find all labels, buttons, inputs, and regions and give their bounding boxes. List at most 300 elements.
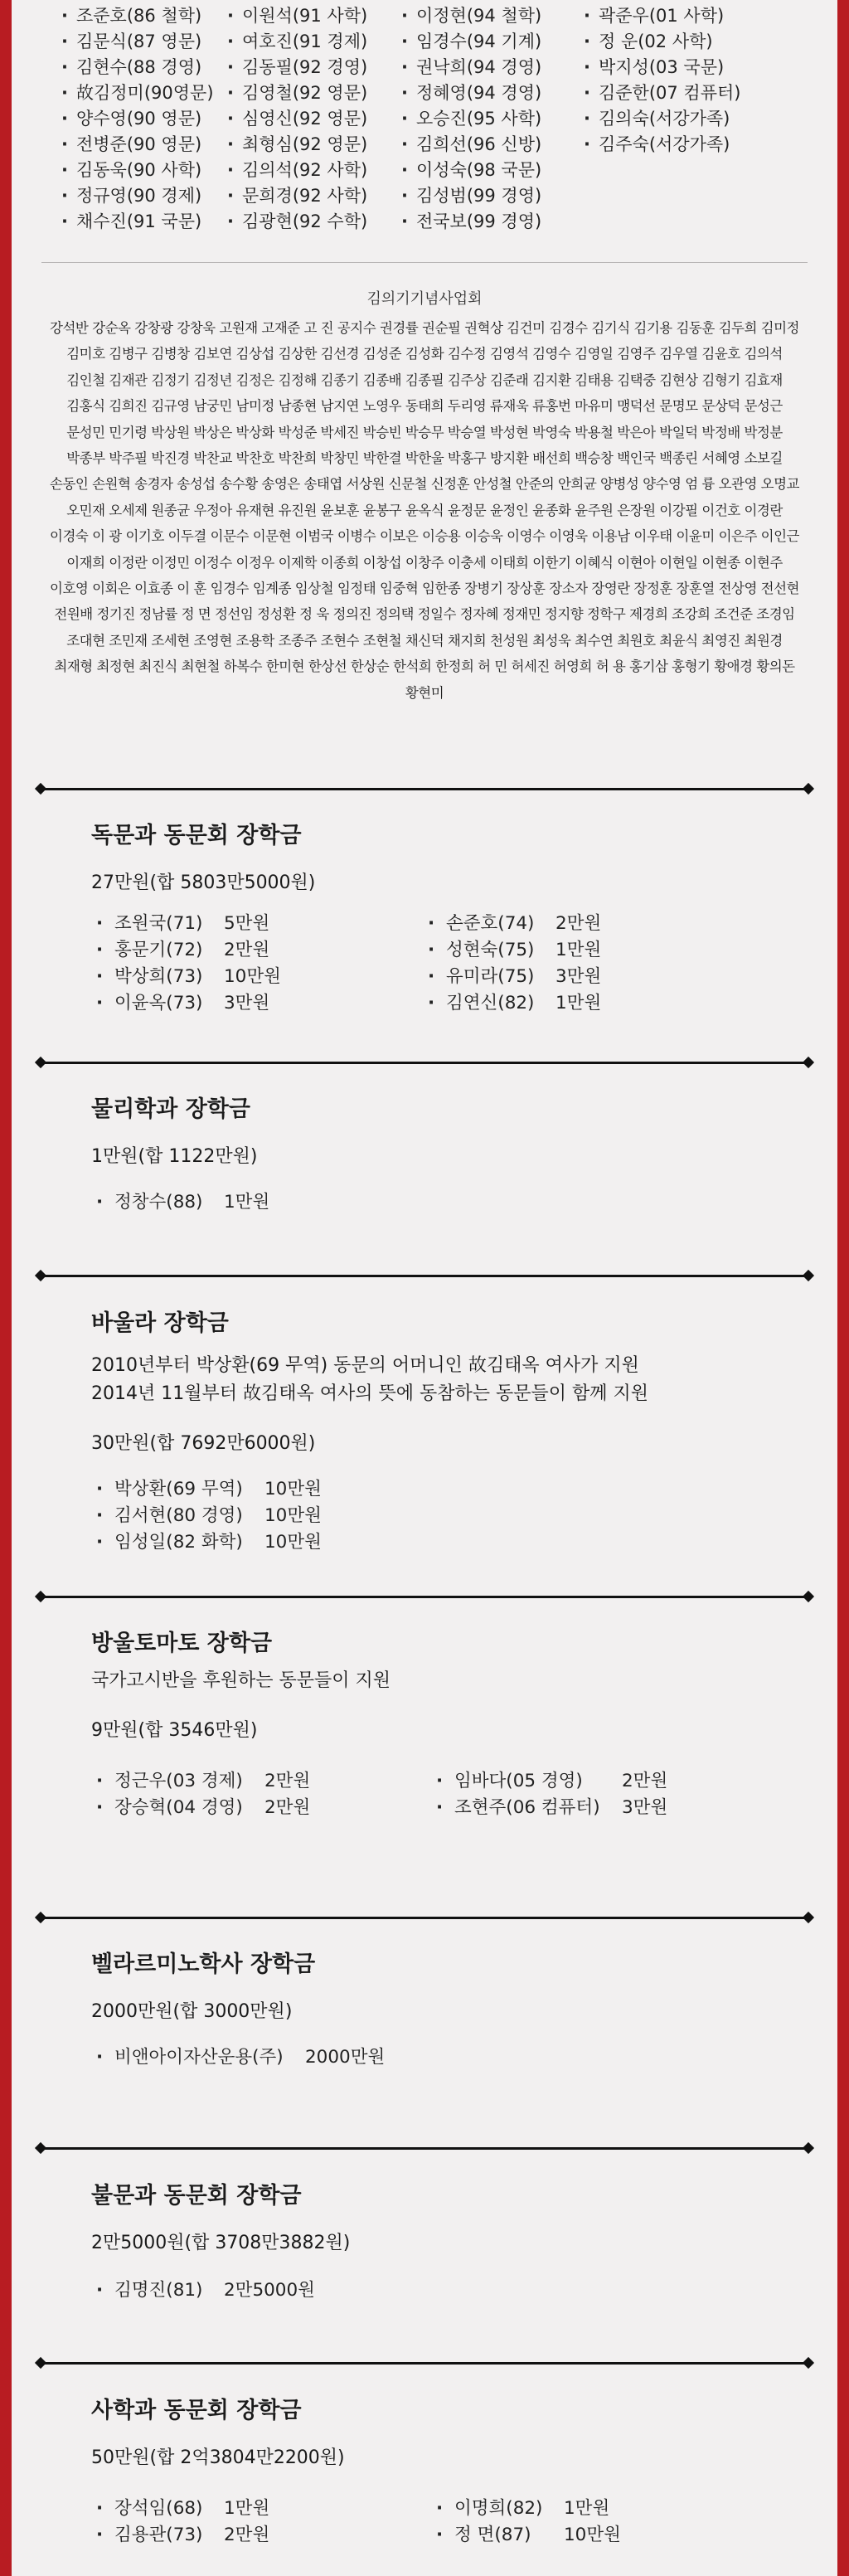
- donation-amount: 1만원: [564, 2498, 610, 2519]
- section-title: 사학과 동문회 장학금: [91, 2398, 302, 2423]
- section-title: 벨라르미노학사 장학금: [91, 1951, 316, 1977]
- member-name: 최성욱: [532, 632, 571, 649]
- section-total: 2000만원(합 3000만원): [91, 2001, 293, 2022]
- member-name: 이범국: [294, 528, 334, 545]
- donor-name: · 故김정미(90영문): [61, 80, 227, 106]
- member-name: 정의택: [375, 606, 414, 623]
- donor-list: [91, 2044, 804, 2071]
- member-name: 임한종: [422, 581, 461, 597]
- donation-amount: 2만5000원: [224, 2280, 315, 2301]
- description-line: 2010년부터 박상환(69 무역) 동문의 어머니인 故김태옥 여사가 지원: [91, 1355, 639, 1376]
- member-name: 허세진: [511, 659, 550, 675]
- donor-name: · 김연신(82): [446, 993, 535, 1013]
- section-divider: [36, 2143, 813, 2153]
- member-name: 김경수: [549, 320, 588, 336]
- donor-name: · 박상환(69 무역): [114, 1479, 243, 1499]
- member-name: 장소자: [549, 581, 588, 597]
- member-name: 장영란: [591, 581, 630, 597]
- member-name: 안희균: [557, 476, 597, 493]
- member-name: 김수정: [447, 346, 487, 362]
- member-name: 강창욱: [177, 320, 216, 336]
- member-name: 장훈열: [676, 581, 715, 597]
- member-name: 이현일: [659, 554, 698, 571]
- donation-amount: 10만원: [564, 2525, 621, 2545]
- member-name: 박일덕: [659, 424, 698, 440]
- donor-entry: [431, 2496, 779, 2522]
- member-name: 김태용: [575, 372, 614, 388]
- member-name: 권혁상: [464, 320, 503, 336]
- member-name: 이태희: [489, 554, 529, 571]
- member-name: 김지환: [532, 372, 571, 388]
- member-name: 김성화: [405, 346, 444, 362]
- member-name: 정학구: [586, 606, 626, 623]
- section-description: [91, 1352, 804, 1408]
- donor-name: · 임바다(05 경영): [454, 1771, 583, 1791]
- section-title: 바울라 장학금: [91, 1310, 229, 1336]
- member-name: 이현아: [617, 554, 656, 571]
- member-name: 장상훈: [507, 581, 546, 597]
- donation-amount: 1만원: [224, 2498, 270, 2519]
- donor-name: · 김동필(92 경영): [227, 55, 401, 80]
- member-name: 안준의: [515, 476, 555, 493]
- member-name: 정자혜: [459, 606, 499, 623]
- member-name: 정재민: [502, 606, 541, 623]
- member-name: 김윤호: [701, 346, 740, 362]
- member-name: 김미호: [66, 346, 105, 362]
- donation-amount: 2만원: [224, 2525, 270, 2545]
- section-bellarmino: [91, 1948, 804, 2071]
- member-name: 조종주: [278, 632, 317, 649]
- section-dokmun: [91, 819, 804, 1017]
- donor-entry: [431, 1768, 779, 1795]
- member-name: 민기령: [109, 424, 148, 440]
- donor-entry: [431, 2522, 779, 2549]
- member-name: 조세현: [151, 632, 190, 649]
- member-name: 김병구: [109, 346, 148, 362]
- member-name: 이효종: [134, 581, 173, 597]
- donor-entry: [91, 2277, 771, 2304]
- member-name: 박찬교: [193, 450, 232, 467]
- member-name: 최재형: [54, 659, 93, 675]
- member-name: 남지연: [320, 398, 359, 415]
- member-name: 정지향: [544, 606, 584, 623]
- member-name: 이문수: [210, 528, 249, 545]
- member-name: 조대현: [66, 632, 105, 649]
- member-name: 고 진: [303, 320, 334, 336]
- section-divider: [36, 1271, 813, 1281]
- member-name: 오명교: [760, 476, 799, 493]
- member-name: 남미정: [235, 398, 274, 415]
- member-name: 박찬희: [278, 450, 317, 467]
- member-name: 이인근: [760, 528, 799, 545]
- section-paula: [91, 1307, 804, 1556]
- divider-line: [41, 262, 808, 263]
- donor-name: · 김주숙(서강가족): [584, 132, 766, 158]
- member-name: 임중혁: [379, 581, 419, 597]
- member-name: 이호영: [50, 581, 89, 597]
- member-name: 김미정: [760, 320, 799, 336]
- member-name: 김동훈: [676, 320, 715, 336]
- member-name: 윤정인: [489, 502, 529, 518]
- member-name: 김영수: [532, 346, 571, 362]
- member-name: 강석반: [50, 320, 89, 336]
- donation-amount: 2만원: [555, 913, 602, 934]
- member-name: 오민재: [66, 502, 105, 518]
- member-name: 손원혁: [92, 476, 131, 493]
- section-total: 9만원(합 3546만원): [91, 1720, 258, 1741]
- member-name: 김건미: [507, 320, 546, 336]
- member-name: 이강필: [659, 502, 698, 518]
- donation-amount: 1만원: [555, 940, 602, 960]
- member-name: 손동인: [50, 476, 89, 493]
- donor-name: · 비앤아이자산운용(주): [114, 2047, 284, 2068]
- section-divider: [36, 1057, 813, 1067]
- donor-name: · 박지성(03 국문): [584, 55, 766, 80]
- member-name: 이재희: [66, 554, 105, 571]
- member-name: 김정기: [151, 372, 190, 388]
- member-name: 임상철: [294, 581, 334, 597]
- member-name: 이정란: [109, 554, 148, 571]
- member-name: 조경임: [756, 606, 795, 623]
- donor-entry: [91, 964, 423, 990]
- member-name: 송태엽: [303, 476, 342, 493]
- section-bulmun: [91, 2180, 804, 2304]
- donor-entry: [91, 1503, 771, 1529]
- member-name: 박창민: [320, 450, 359, 467]
- member-name: 정 욱: [299, 606, 329, 623]
- member-name: 문성민: [66, 424, 105, 440]
- member-name: 임경수: [210, 581, 249, 597]
- section-divider: [36, 2358, 813, 2368]
- donation-amount: 2만원: [622, 1771, 668, 1791]
- donor-name: · 여호진(91 경제): [227, 29, 401, 55]
- member-name: 배선희: [532, 450, 571, 467]
- member-name: 김영석: [489, 346, 529, 362]
- donor-entry: [423, 937, 771, 964]
- donor-list: [91, 1189, 804, 1216]
- donor-name: · 성현숙(75): [446, 940, 535, 960]
- donor-name: · 김성범(99 경영): [401, 183, 584, 209]
- member-name: 방지환: [489, 450, 529, 467]
- member-name: 백인국: [617, 450, 656, 467]
- member-name: 이혜식: [575, 554, 614, 571]
- member-name: 박성현: [489, 424, 529, 440]
- section-total: 30만원(합 7692만6000원): [91, 1433, 316, 1454]
- member-name: 김재관: [109, 372, 148, 388]
- member-name: 이영욱: [549, 528, 588, 545]
- member-name: 이영수: [507, 528, 546, 545]
- member-name: 박성준: [278, 424, 317, 440]
- member-name: 박상은: [193, 424, 232, 440]
- donor-list: [91, 1768, 804, 1821]
- member-name: 이정수: [193, 554, 232, 571]
- member-name: 마유미: [575, 398, 614, 415]
- member-name: 한정희: [435, 659, 474, 675]
- member-name: 김정해: [278, 372, 317, 388]
- kiki-member-names: [50, 315, 799, 706]
- member-name: 권순필: [422, 320, 461, 336]
- donation-amount: 2만원: [264, 1797, 311, 1818]
- donor-name: · 김희선(96 신방): [401, 132, 584, 158]
- member-name: 정선임: [214, 606, 254, 623]
- member-name: 오세제: [109, 502, 148, 518]
- member-name: 박주필: [109, 450, 148, 467]
- member-name: 이정민: [151, 554, 190, 571]
- section-physics: [91, 1093, 804, 1216]
- member-name: 박정분: [744, 424, 783, 440]
- donor-name: · 전국보(99 경영): [401, 209, 584, 235]
- member-name: 윤종화: [532, 502, 571, 518]
- donor-name: · 문희경(92 사학): [227, 183, 401, 209]
- donor-name: · 조원국(71): [114, 913, 203, 934]
- member-name: 채신덕: [405, 632, 444, 649]
- member-name: 이은주: [718, 528, 757, 545]
- member-name: 백종린: [659, 450, 698, 467]
- member-name: 정 면: [181, 606, 211, 623]
- member-name: 김현상: [659, 372, 698, 388]
- donor-name: · 임경수(94 기계): [401, 29, 584, 55]
- donor-list: [91, 1476, 804, 1556]
- donor-entry: [91, 1768, 431, 1795]
- donor-name: · 정규영(90 경제): [61, 183, 227, 209]
- member-name: 이경숙: [50, 528, 89, 545]
- member-name: 한상순: [350, 659, 390, 675]
- member-name: 이문현: [252, 528, 292, 545]
- member-name: 송영은: [261, 476, 300, 493]
- donation-amount: 10만원: [264, 1532, 322, 1553]
- donor-name: · 조현주(06 컴퓨터): [454, 1797, 600, 1818]
- member-name: 이 광: [92, 528, 122, 545]
- member-name: 박승무: [405, 424, 444, 440]
- member-name: 조현수: [320, 632, 359, 649]
- member-name: 원종균: [151, 502, 190, 518]
- member-name: 안성철: [473, 476, 512, 493]
- member-name: 김기식: [591, 320, 630, 336]
- section-description: 국가고시반을 후원하는 동문들이 지원: [91, 1670, 391, 1691]
- member-name: 윤정문: [447, 502, 487, 518]
- section-total: 2만5000원(합 3708만3882원): [91, 2233, 351, 2253]
- section-title: 방울토마토 장학금: [91, 1631, 273, 1656]
- member-name: 윤옥식: [405, 502, 444, 518]
- member-name: 박영숙: [532, 424, 571, 440]
- member-name: 김희진: [109, 398, 148, 415]
- member-name: 한석희: [393, 659, 432, 675]
- member-name: 최원호: [617, 632, 656, 649]
- member-name: 김기용: [633, 320, 672, 336]
- member-name: 유진원: [278, 502, 317, 518]
- member-name: 공지수: [337, 320, 376, 336]
- donor-name: · 김명진(81): [114, 2280, 203, 2301]
- donor-entry: [91, 1795, 431, 1821]
- donor-name: · 정 면(87): [454, 2525, 531, 2545]
- member-name: 박상화: [235, 424, 274, 440]
- member-name: 이정우: [235, 554, 274, 571]
- member-name: 김효재: [744, 372, 783, 388]
- donor-name: · 최형심(92 영문): [227, 132, 401, 158]
- member-name: 장정훈: [633, 581, 672, 597]
- donor-name: · 이원석(91 사학): [227, 3, 401, 29]
- donation-amount: 3만원: [622, 1797, 668, 1818]
- donor-name: · 김동욱(90 사학): [61, 158, 227, 183]
- donation-amount: 2만원: [224, 940, 270, 960]
- member-name: 양수영: [643, 476, 682, 493]
- member-name: 허 민: [478, 659, 507, 675]
- member-name: 박세진: [320, 424, 359, 440]
- member-name: 은장원: [617, 502, 656, 518]
- member-name: 최정현: [96, 659, 135, 675]
- donor-name: · 심영신(92 영문): [227, 106, 401, 132]
- member-name: 류홍번: [532, 398, 571, 415]
- donor-name: · 정 운(02 사학): [584, 29, 766, 55]
- member-name: 박한결: [362, 450, 402, 467]
- donation-amount: 2만원: [264, 1771, 311, 1791]
- donor-name: · 박상희(73): [114, 966, 203, 987]
- donor-list: [91, 2277, 804, 2304]
- section-cherry-tomato: [91, 1627, 804, 1821]
- member-name: 이경란: [744, 502, 783, 518]
- description-line: 2014년 11월부터 故김태옥 여사의 뜻에 동참하는 동문들이 함께 지원: [91, 1383, 648, 1404]
- member-name: 채지희: [447, 632, 487, 649]
- member-name: 박정배: [701, 424, 740, 440]
- member-name: 홍형기: [672, 659, 711, 675]
- section-divider: [36, 1913, 813, 1922]
- member-name: 최영진: [701, 632, 740, 649]
- member-name: 최수연: [575, 632, 614, 649]
- member-name: 박한울: [405, 450, 444, 467]
- member-name: 권경률: [379, 320, 419, 336]
- member-name: 김영주: [617, 346, 656, 362]
- donor-name: · 김서현(80 경영): [114, 1505, 243, 1526]
- member-name: 문상덕: [701, 398, 740, 415]
- donor-name: · 김문식(87 영문): [61, 29, 227, 55]
- member-name: 최윤식: [659, 632, 698, 649]
- donor-name: · 양수영(90 영문): [61, 106, 227, 132]
- member-name: 김정년: [193, 372, 232, 388]
- member-name: 박홍구: [447, 450, 487, 467]
- member-name: 류재욱: [489, 398, 529, 415]
- donor-name: · 곽준우(01 사학): [584, 3, 766, 29]
- member-name: 노영우: [362, 398, 402, 415]
- donor-name: · 정근우(03 경제): [114, 1771, 243, 1791]
- donor-name: · 정창수(88): [114, 1192, 203, 1213]
- member-name: 신문철: [388, 476, 427, 493]
- member-name: 김종필: [405, 372, 444, 388]
- donor-name: · 김준한(07 컴퓨터): [584, 80, 766, 106]
- member-name: 최현철: [181, 659, 220, 675]
- donor-entry: [91, 1529, 771, 1556]
- member-name: 두리영: [447, 398, 487, 415]
- section-title: 물리학과 장학금: [91, 1096, 250, 1122]
- member-name: 임계종: [252, 581, 292, 597]
- donation-amount: 10만원: [224, 966, 281, 987]
- member-name: 김홍식: [66, 398, 105, 415]
- member-name: 임정태: [337, 581, 376, 597]
- member-name: 이제학: [278, 554, 317, 571]
- member-name: 동태희: [405, 398, 444, 415]
- donor-entry: [91, 2496, 431, 2522]
- member-name: 이우태: [633, 528, 672, 545]
- donor-name: · 홍문기(72): [114, 940, 203, 960]
- member-name: 신정훈: [430, 476, 470, 493]
- donor-entry: [423, 964, 771, 990]
- section-title: 독문과 동문회 장학금: [91, 823, 302, 848]
- member-name: 제경희: [629, 606, 668, 623]
- member-name: 송성섭: [177, 476, 216, 493]
- member-name: 박은아: [617, 424, 656, 440]
- member-name: 윤주원: [575, 502, 614, 518]
- member-name: 고재준: [261, 320, 300, 336]
- donor-entry: [423, 911, 771, 937]
- member-name: 김택중: [617, 372, 656, 388]
- donor-name: · 이명희(82): [454, 2498, 543, 2519]
- donor-name: · 조준호(86 철학): [61, 3, 227, 29]
- member-name: 김보연: [193, 346, 232, 362]
- donor-entry: [91, 937, 423, 964]
- member-name: 김상한: [278, 346, 317, 362]
- member-name: 유재현: [235, 502, 274, 518]
- member-name: 이건호: [701, 502, 740, 518]
- donor-name: · 손준호(74): [446, 913, 535, 934]
- member-name: 정남률: [138, 606, 177, 623]
- member-name: 조민재: [109, 632, 148, 649]
- donor-name: · 김영철(92 영문): [227, 80, 401, 106]
- member-name: 조용학: [235, 632, 274, 649]
- donation-amount: 10만원: [264, 1479, 322, 1499]
- member-name: 이현주: [744, 554, 783, 571]
- member-name: 조건준: [714, 606, 753, 623]
- member-name: 조현철: [362, 632, 402, 649]
- member-name: 고원재: [219, 320, 258, 336]
- member-name: 황현미: [405, 684, 444, 701]
- member-name: 박상원: [151, 424, 190, 440]
- member-name: 전상영: [718, 581, 757, 597]
- member-name: 송수황: [219, 476, 258, 493]
- member-name: 박종부: [66, 450, 105, 467]
- member-name: 우정아: [193, 502, 232, 518]
- member-name: 김규영: [151, 398, 190, 415]
- donation-amount: 10만원: [264, 1505, 322, 1526]
- member-name: 황애경: [714, 659, 753, 675]
- donor-entry: [91, 2522, 431, 2549]
- member-name: 문명모: [659, 398, 698, 415]
- donor-entry: [91, 990, 423, 1017]
- member-name: 이승용: [422, 528, 461, 545]
- member-name: 김성준: [362, 346, 402, 362]
- member-name: 이충세: [447, 554, 487, 571]
- member-name: 황의돈: [756, 659, 795, 675]
- section-history: [91, 2394, 804, 2549]
- member-name: 정일수: [417, 606, 456, 623]
- member-name: 조영현: [193, 632, 232, 649]
- member-name: 하복수: [223, 659, 263, 675]
- member-name: 이창주: [405, 554, 444, 571]
- member-name: 이두결: [167, 528, 206, 545]
- section-total: 1만원(합 1122만원): [91, 1146, 258, 1167]
- member-name: 홍기삼: [629, 659, 668, 675]
- member-name: 김병창: [151, 346, 190, 362]
- member-name: 김준래: [489, 372, 529, 388]
- donor-name: · 장승혁(04 경영): [114, 1797, 243, 1818]
- member-name: 김영일: [575, 346, 614, 362]
- donor-name: · 오승진(95 사학): [401, 106, 584, 132]
- member-name: 강순옥: [92, 320, 131, 336]
- donor-name: · 김의석(92 사학): [227, 158, 401, 183]
- member-name: 이종희: [320, 554, 359, 571]
- donor-entry: [91, 911, 423, 937]
- member-name: 이한기: [532, 554, 571, 571]
- section-total: 27만원(합 5803만5000원): [91, 872, 316, 893]
- member-name: 이윤미: [676, 528, 715, 545]
